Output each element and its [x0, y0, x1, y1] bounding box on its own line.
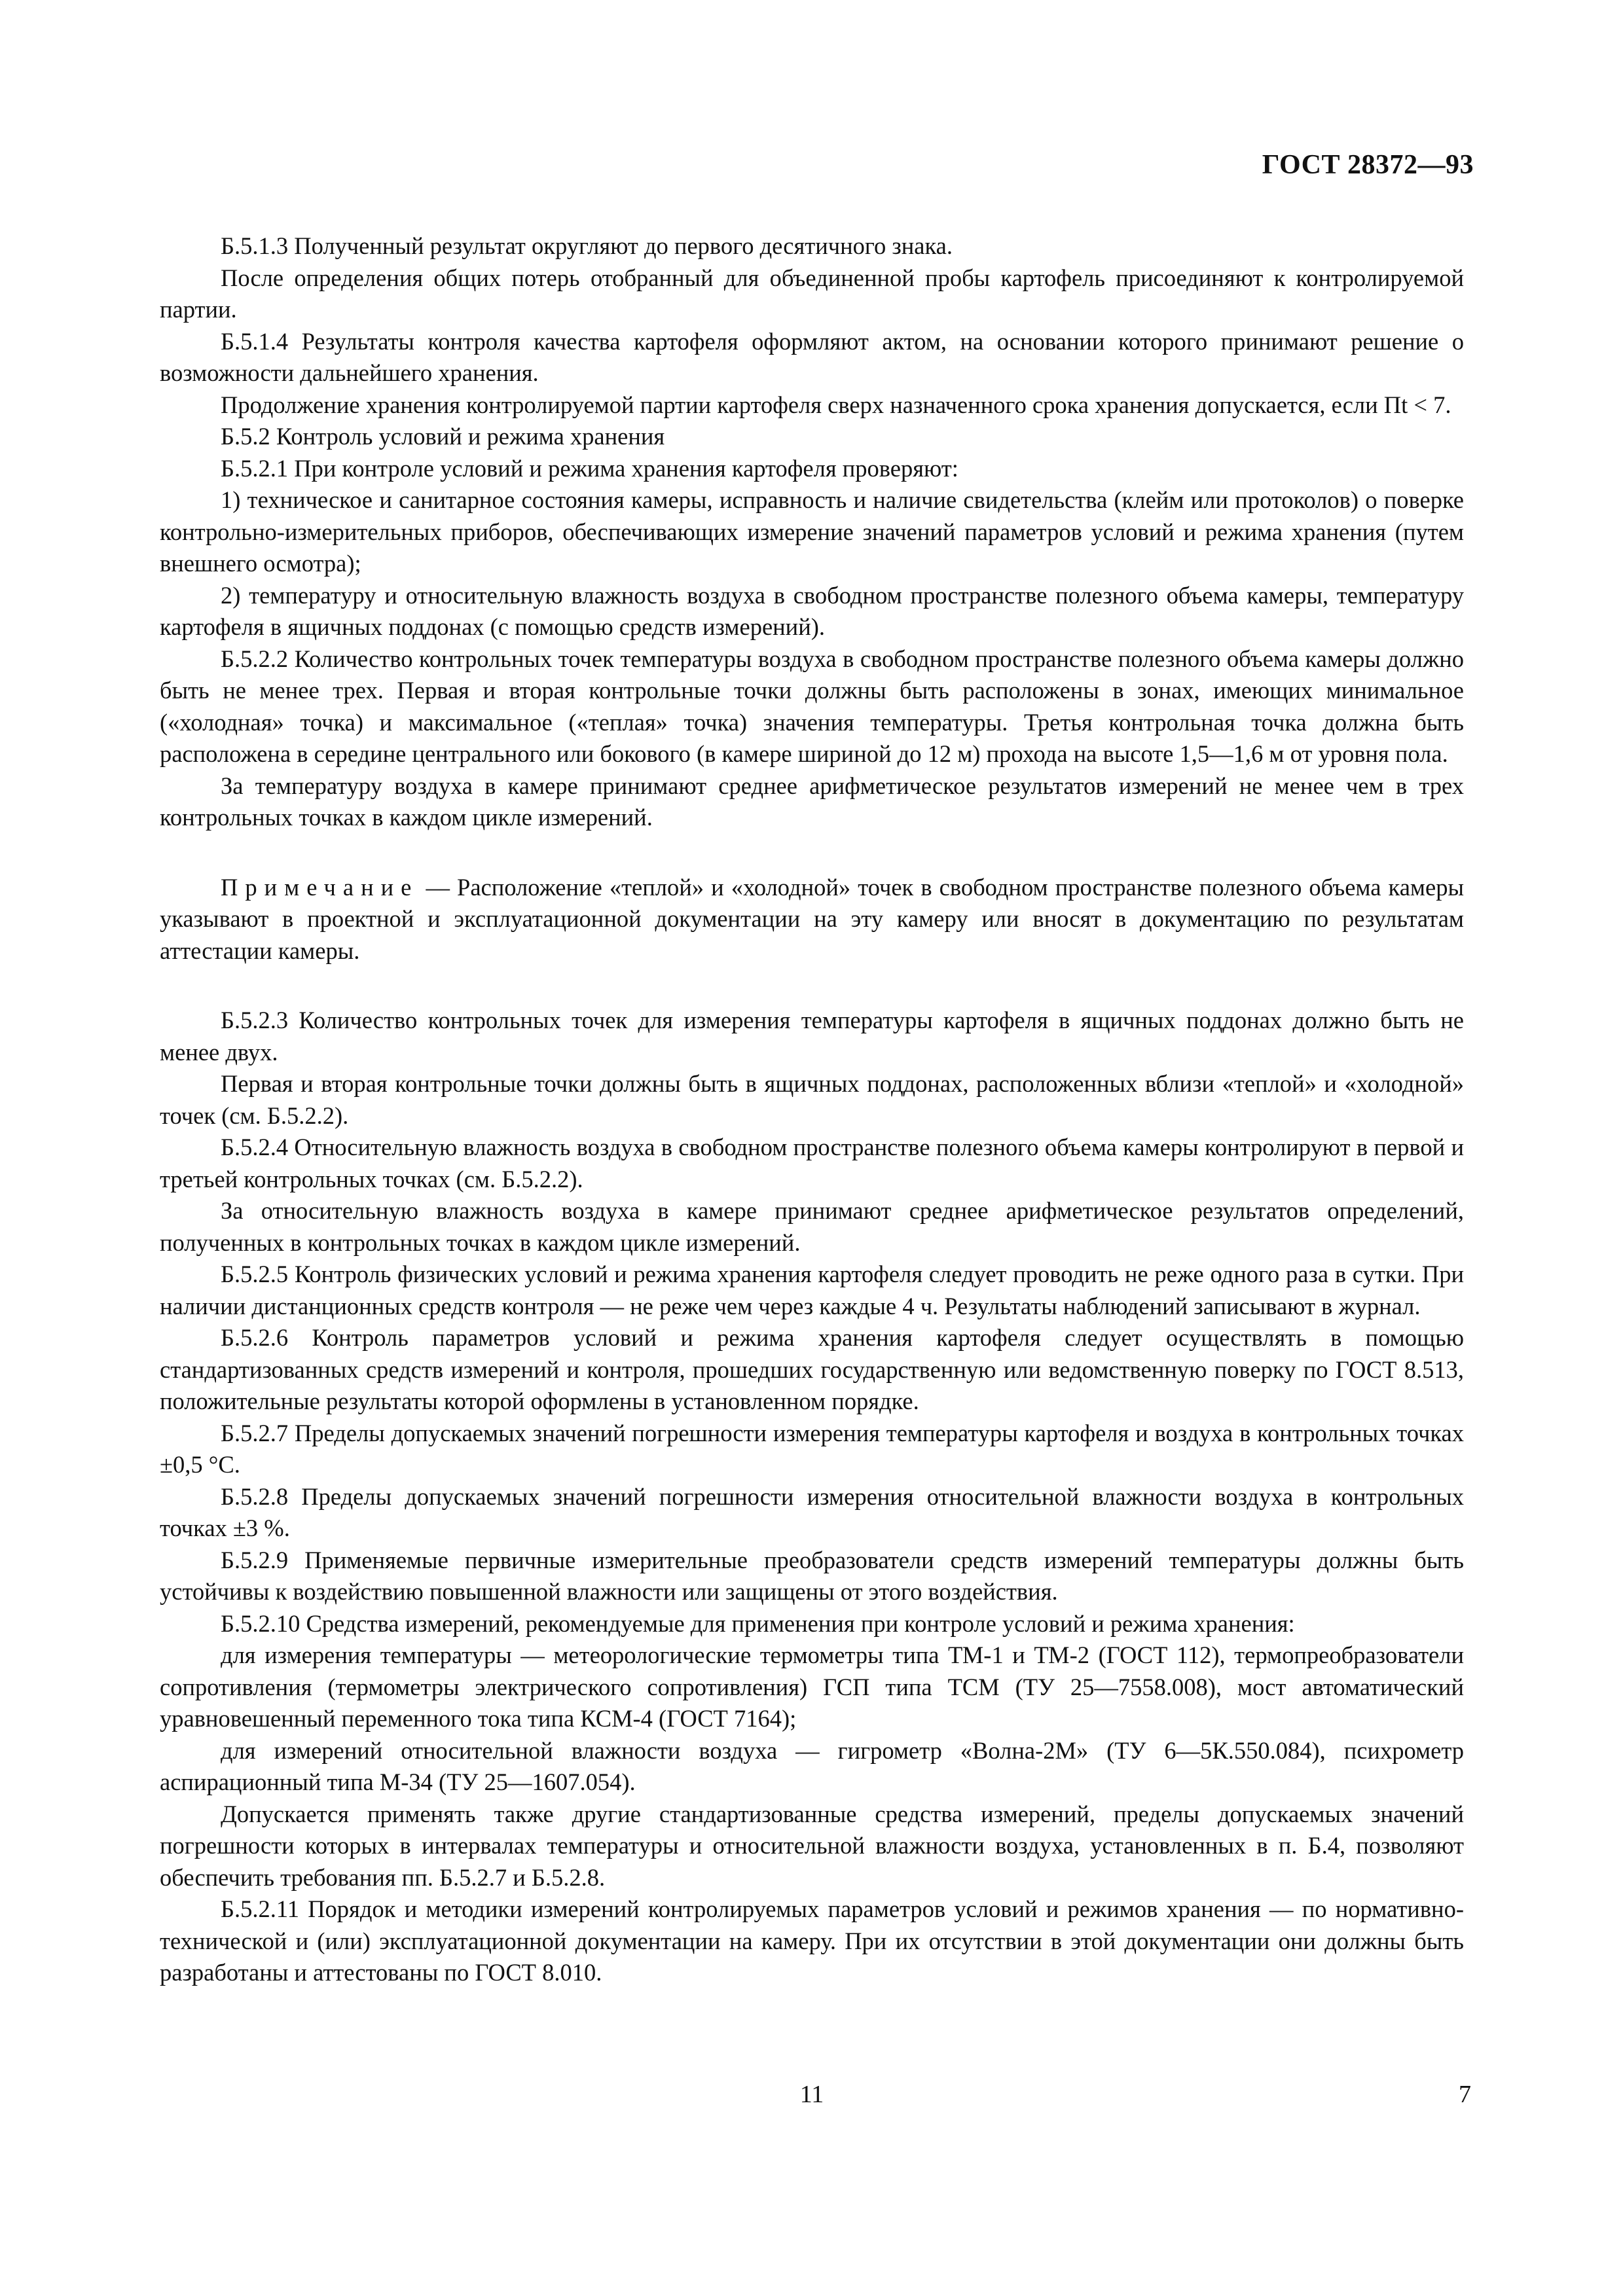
page-number: 7	[1459, 2081, 1471, 2108]
note-lead: Примечание	[221, 873, 419, 901]
section-heading-b5-2: Б.5.2 Контроль условий и режима хранения	[221, 423, 665, 450]
note-text: — Расположение «теплой» и «холодной» точек в свободном пространстве полезного объема камеры указывают в проектной и эксплуатационной документации на эту камеру или вносят в документацию по результатам аттестации камеры.	[160, 873, 1464, 964]
paragraph-b5-2-1: Б.5.2.1 При контроле условий и режима хранения картофеля проверяют:	[221, 454, 958, 482]
list-item-1: 1) техническое и санитарное состояния камеры, исправность и наличие свидетельства (клейм или протоколов) о поверке контрольно-измерительных приборов, обеспечивающих измерение значений параметров условий и режима хранения (путем внешнего осмотра);	[160, 486, 1464, 577]
paragraph: для измерения температуры — метеорологические термометры типа ТМ-1 и ТМ-2 (ГОСТ 112), термопреобразователи сопротивления (термометры электрического сопротивления) ГСП типа ТСМ (ТУ 25—7558.008), мост автоматический уравновешенный переменного тока типа КСМ-4 (ГОСТ 7164);	[160, 1641, 1464, 1732]
document-body	[160, 230, 1464, 1989]
paragraph-b5-1-3: Б.5.1.3 Полученный результат округляют до первого десятичного знака.	[221, 232, 953, 259]
paragraph-b5-2-10: Б.5.2.10 Средства измерений, рекомендуемые для применения при контроле условий и режима хранения:	[221, 1609, 1295, 1637]
paragraph: Продолжение хранения контролируемой партии картофеля сверх назначенного срока хранения допускается, если Пt < 7.	[221, 391, 1451, 418]
paragraph-b5-2-11: Б.5.2.11 Порядок и методики измерений контролируемых параметров условий и режимов хранения — по нормативно-технической и (или) эксплуатационной документации на камеру. При их отсутствии в этой документации они должны быть разработаны и аттестованы по ГОСТ 8.010.	[160, 1895, 1464, 1986]
paragraph: Допускается применять также другие стандартизованные средства измерений, пределы допускаемых значений погрешности которых в интервалах температуры и относительной влажности воздуха, установленных в п. Б.4, позволяют обеспечить требования пп. Б.5.2.7 и Б.5.2.8.	[160, 1800, 1464, 1891]
paragraph-b5-2-6: Б.5.2.6 Контроль параметров условий и режима хранения картофеля следует осуществлять в помощью стандартизованных средств измерений и контроля, прошедших государственную или ведомственную поверку по ГОСТ 8.513, положительные результаты которой оформлены в установленном порядке.	[160, 1324, 1464, 1414]
paragraph-b5-1-4: Б.5.1.4 Результаты контроля качества картофеля оформляют актом, на основании которого принимают решение о возможности дальнейшего хранения.	[160, 327, 1464, 386]
paragraph: После определения общих потерь отобранный для объединенной пробы картофель присоединяют к контролируемой партии.	[160, 264, 1464, 323]
list-item-2: 2) температуру и относительную влажность воздуха в свободном пространстве полезного объема камеры, температуру картофеля в ящичных поддонах (с помощью средств измерений).	[160, 581, 1464, 640]
centered-page-number: 11	[799, 2081, 824, 2108]
paragraph: Первая и вторая контрольные точки должны быть в ящичных поддонах, расположенных вблизи «теплой» и «холодной» точек (см. Б.5.2.2).	[160, 1070, 1464, 1129]
document-code: ГОСТ 28372—93	[1262, 150, 1474, 180]
paragraph-b5-2-3: Б.5.2.3 Количество контрольных точек для измерения температуры картофеля в ящичных поддонах должно быть не менее двух.	[160, 1007, 1464, 1066]
note	[160, 872, 1464, 967]
paragraph-b5-2-5: Б.5.2.5 Контроль физических условий и режима хранения картофеля следует проводить не реже одного раза в сутки. При наличии дистанционных средств контроля — не реже чем через каждые 4 ч. Результаты наблюдений записывают в журнал.	[160, 1261, 1464, 1319]
paragraph: для измерений относительной влажности воздуха — гигрометр «Волна-2М» (ТУ 6—5К.550.084), психрометр аспирационный типа М-34 (ТУ 25—1607.054).	[160, 1736, 1464, 1795]
paragraph-b5-2-4: Б.5.2.4 Относительную влажность воздуха в свободном пространстве полезного объема камеры контролируют в первой и третьей контрольных точках (см. Б.5.2.2).	[160, 1134, 1464, 1193]
paragraph: За температуру воздуха в камере принимают среднее арифметическое результатов измерений не менее чем в трех контрольных точках в каждом цикле измерений.	[160, 772, 1464, 831]
paragraph-b5-2-9: Б.5.2.9 Применяемые первичные измерительные преобразователи средств измерений температуры должны быть устойчивы к воздействию повышенной влажности или защищены от этого воздействия.	[160, 1546, 1464, 1605]
paragraph-b5-2-2: Б.5.2.2 Количество контрольных точек температуры воздуха в свободном пространстве полезного объема камеры должно быть не менее трех. Первая и вторая контрольные точки должны быть расположены в зонах, имеющих минимальное («холодная» точка) и максимальное («теплая» точка) значения температуры. Третья контрольная точка должна быть расположена в середине центрального или бокового (в камере шириной до 12 м) прохода на высоте 1,5—1,6 м от уровня пола.	[160, 645, 1464, 767]
paragraph: За относительную влажность воздуха в камере принимают среднее арифметическое результатов определений, полученных в контрольных точках в каждом цикле измерений.	[160, 1197, 1464, 1256]
paragraph-b5-2-8: Б.5.2.8 Пределы допускаемых значений погрешности измерения относительной влажности воздуха в контрольных точках ±3 %.	[160, 1482, 1464, 1541]
paragraph-b5-2-7: Б.5.2.7 Пределы допускаемых значений погрешности измерения температуры картофеля и воздуха в контрольных точках ±0,5 °С.	[160, 1419, 1464, 1478]
